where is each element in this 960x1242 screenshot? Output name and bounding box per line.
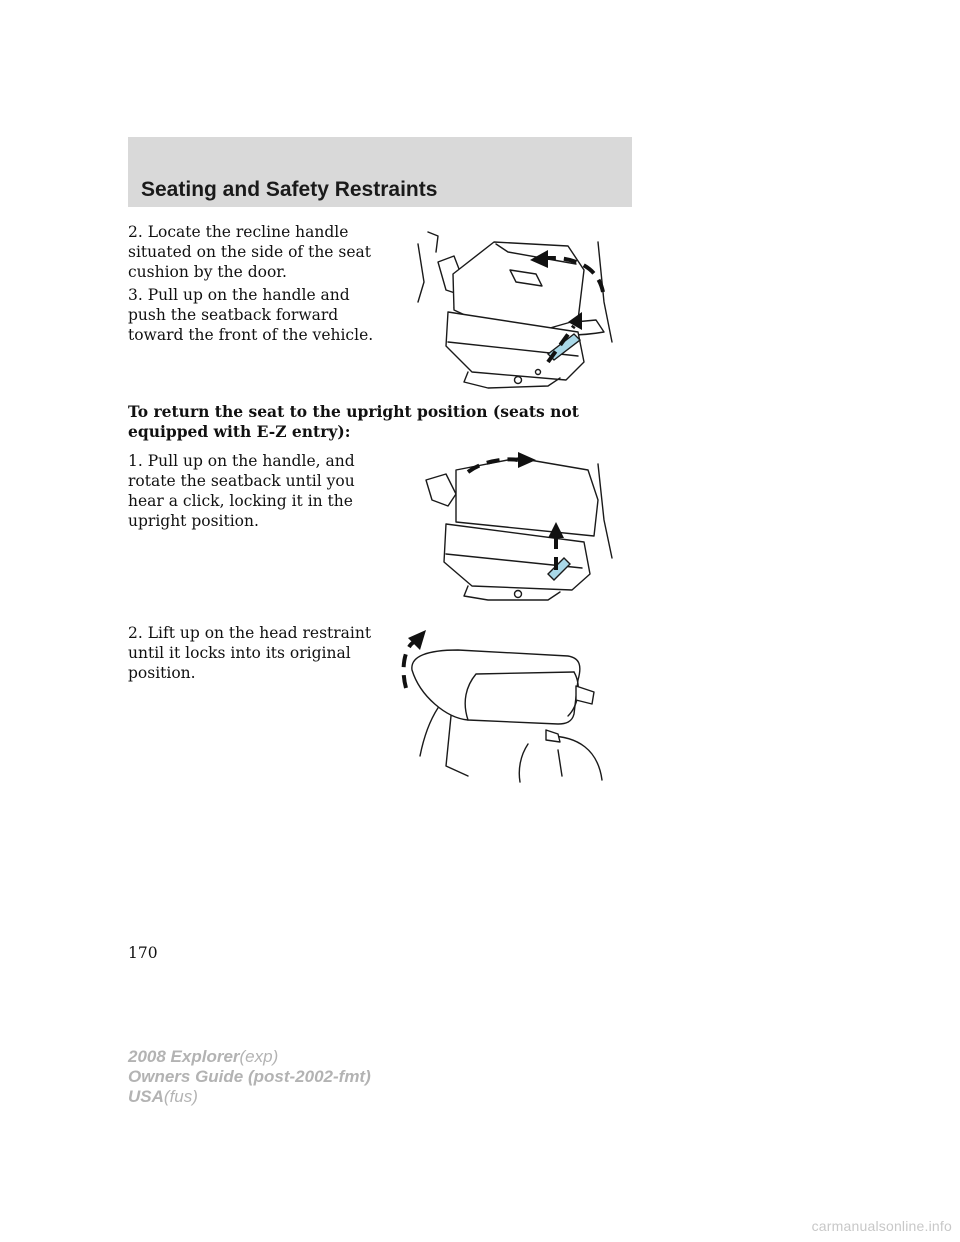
upright-step-1: 1. Pull up on the handle, and rotate the seatback until you hear a click, locking it in the upright position. — [128, 452, 355, 530]
upright-section-heading: To return the seat to the upright position (seats not equipped with E-Z entry): — [128, 402, 579, 441]
seat-return-upright-illustration — [398, 450, 638, 610]
footer-market-code: (fus) — [163, 1087, 198, 1106]
head-restraint-lift-illustration — [398, 626, 618, 786]
watermark-link[interactable]: carmanualsonline.info — [811, 1218, 952, 1234]
upright-step-2: 2. Lift up on the head restraint until it locks into its original position. — [128, 624, 372, 682]
recline-step-2: 2. Locate the recline handle situated on the side of the seat cushion by the door. — [128, 223, 372, 281]
section-title: Seating and Safety Restraints — [141, 178, 438, 201]
footer-model: 2008 Explorer — [128, 1047, 240, 1066]
footer-market: USA — [128, 1087, 164, 1106]
footer-model-code: (exp) — [239, 1047, 279, 1066]
seat-recline-forward-illustration — [398, 222, 638, 392]
recline-step-3: 3. Pull up on the handle and push the seatback forward toward the front of the vehicle. — [128, 286, 374, 344]
page-number: 170 — [128, 944, 158, 962]
document-footer — [128, 1047, 371, 1107]
footer-guide-type: Owners Guide (post-2002-fmt) — [128, 1067, 371, 1086]
